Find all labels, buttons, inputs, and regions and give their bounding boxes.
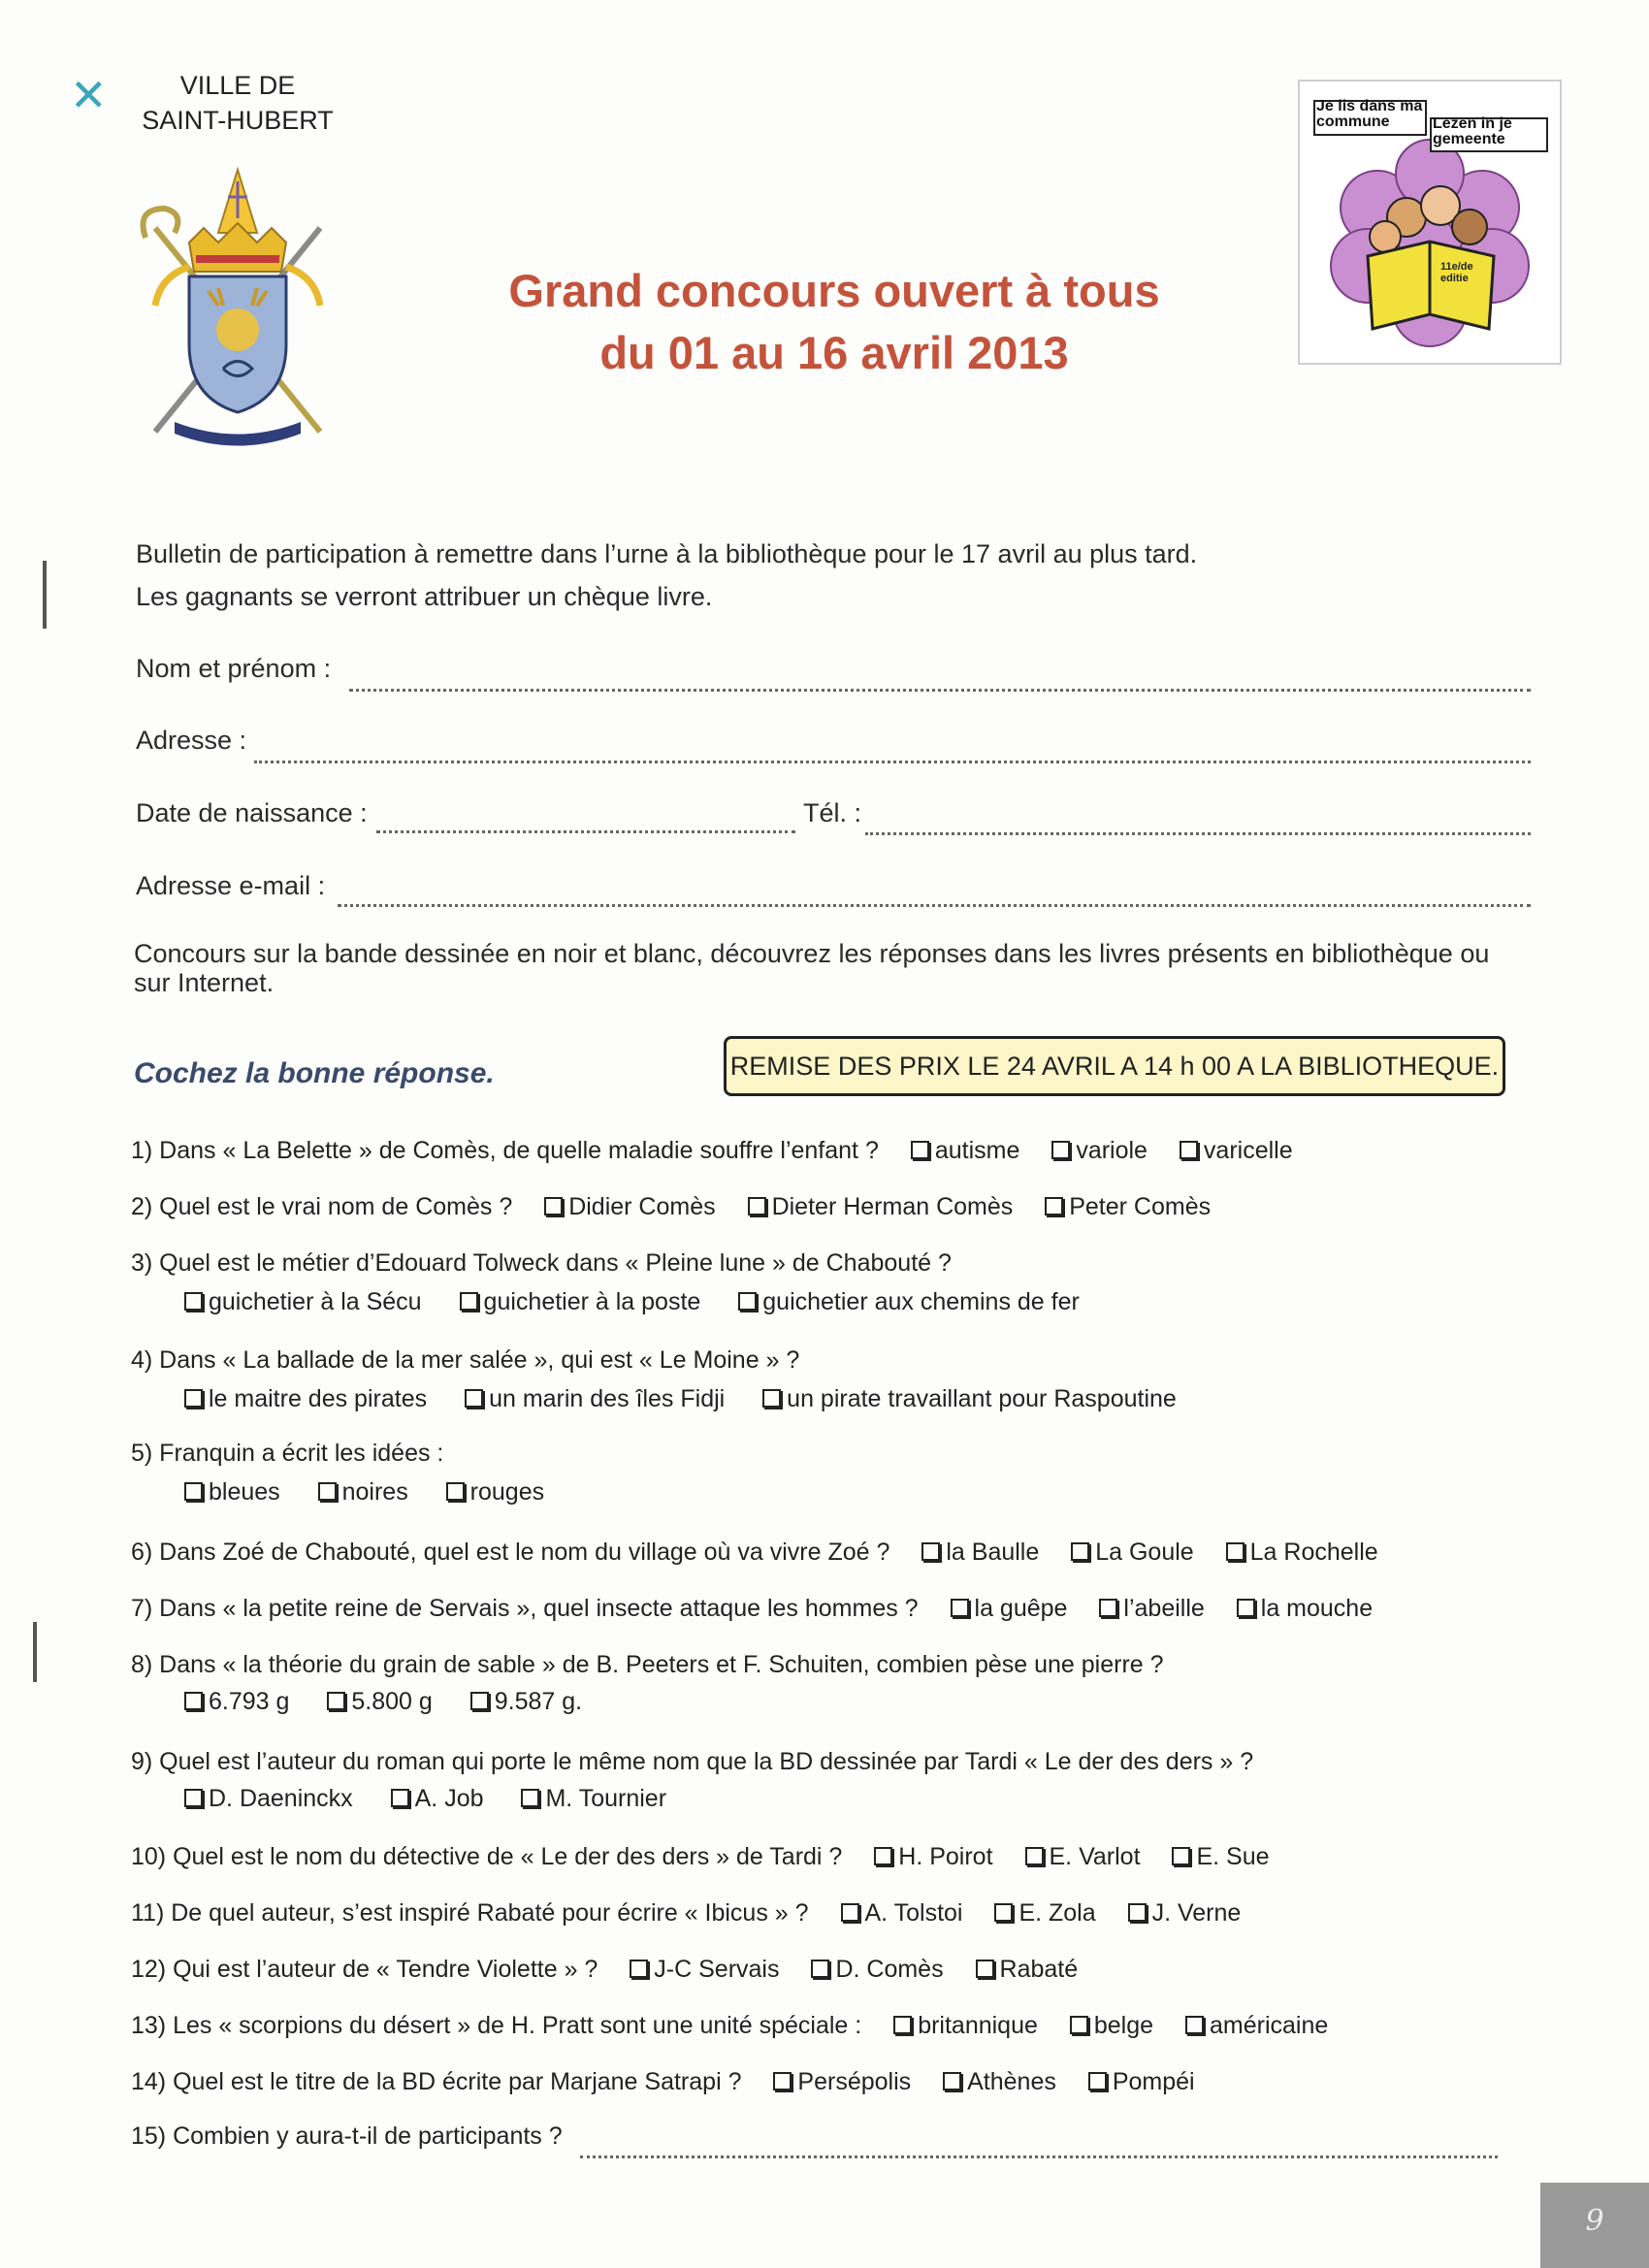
option-label: un marin des îles Fidji xyxy=(489,1385,726,1412)
checkbox-icon[interactable] xyxy=(951,1599,969,1617)
contest-title xyxy=(407,260,1261,384)
checkbox-icon[interactable] xyxy=(1226,1542,1245,1561)
option-label: variole xyxy=(1076,1137,1148,1164)
logo-text-left: Je lis dans ma commune xyxy=(1316,99,1423,130)
option-label: A. Tolstoi xyxy=(864,1899,963,1927)
option-label: J-C Servais xyxy=(654,1956,780,1983)
checkbox-icon[interactable] xyxy=(630,1960,648,1978)
checkbox-icon[interactable] xyxy=(1172,1847,1190,1865)
contest-description-line-1: Concours sur la bande dessinée en noir et blanc, découvrez les réponses dans les livres présents en bibliothèque ou xyxy=(134,939,1490,968)
option-label: 6.793 g xyxy=(209,1688,290,1715)
checkbox-icon[interactable] xyxy=(1071,1542,1089,1561)
instruction-heading: Cochez la bonne réponse. xyxy=(134,1057,495,1089)
q13-option-2[interactable] xyxy=(1070,2012,1153,2039)
contest-description-line-2: sur Internet. xyxy=(134,968,275,997)
q14-option-3[interactable] xyxy=(1088,2068,1195,2095)
option-label: rouges xyxy=(469,1478,545,1506)
option-label: américaine xyxy=(1209,2012,1329,2039)
option-label: autisme xyxy=(934,1137,1020,1164)
checkbox-icon[interactable] xyxy=(391,1789,409,1807)
question-1-text: 1) Dans « La Belette » de Comès, de quelle maladie souffre l’enfant ? xyxy=(131,1137,879,1164)
question-11-text: 11) De quel auteur, s’est inspiré Rabaté pour écrire « Ibicus » ? xyxy=(131,1899,809,1927)
birth-date-label: Date de naissance : xyxy=(136,798,368,827)
q12-option-2[interactable] xyxy=(811,1956,943,1983)
option-label: varicelle xyxy=(1203,1137,1293,1164)
checkbox-icon[interactable] xyxy=(943,2072,961,2090)
checkbox-icon[interactable] xyxy=(1070,2016,1088,2034)
participants-answer-field[interactable] xyxy=(580,2155,1498,2158)
question-13 xyxy=(131,2012,1328,2040)
question-6-text: 6) Dans Zoé de Chabouté, quel est le nom du village où va vivre Zoé ? xyxy=(131,1539,890,1566)
q2-option-1[interactable] xyxy=(544,1193,715,1220)
option-label: Rabaté xyxy=(999,1956,1079,1983)
checkbox-icon[interactable] xyxy=(911,1141,929,1159)
q6-option-3[interactable] xyxy=(1226,1539,1378,1566)
checkbox-icon[interactable] xyxy=(1045,1197,1063,1215)
option-label: guichetier à la poste xyxy=(483,1288,701,1315)
binding-mark xyxy=(43,561,47,629)
name-field[interactable] xyxy=(349,689,1531,692)
question-8 xyxy=(131,1651,1164,1679)
checkbox-icon[interactable] xyxy=(446,1482,465,1501)
question-8-text: 8) Dans « la théorie du grain de sable » de B. Peeters et F. Schuiten, combien pèse une pierre ? xyxy=(131,1651,1164,1678)
email-label: Adresse e-mail : xyxy=(136,871,326,900)
option-label: Peter Comès xyxy=(1069,1193,1212,1220)
option-label: la Baulle xyxy=(946,1539,1040,1566)
checkbox-icon[interactable] xyxy=(976,1960,994,1978)
q14-option-2[interactable] xyxy=(943,2068,1056,2095)
option-label: le maitre des pirates xyxy=(209,1385,428,1412)
option-label: belge xyxy=(1093,2012,1154,2039)
page-number: 9 xyxy=(1540,2183,1649,2268)
option-label: guichetier à la Sécu xyxy=(209,1288,422,1315)
option-label: 5.800 g xyxy=(351,1688,433,1715)
q12-option-1[interactable] xyxy=(630,1956,779,1983)
q10-option-3[interactable] xyxy=(1172,1843,1269,1870)
q3-option-1[interactable] xyxy=(184,1288,422,1315)
option-label: E. Zola xyxy=(1018,1899,1096,1927)
city-line-2: SAINT-HUBERT xyxy=(142,106,334,135)
checkbox-icon[interactable] xyxy=(1185,2016,1204,2034)
address-label: Adresse : xyxy=(136,726,247,755)
question-14-text: 14) Quel est le titre de la BD écrite par Marjane Satrapi ? xyxy=(131,2068,742,2095)
prize-notice-box: REMISE DES PRIX LE 24 AVRIL A 14 h 00 A LA BIBLIOTHEQUE. xyxy=(724,1036,1505,1096)
checkbox-icon[interactable] xyxy=(327,1692,345,1710)
checkbox-icon[interactable] xyxy=(994,1903,1013,1922)
q2-option-2[interactable] xyxy=(748,1193,1014,1220)
option-label: La Goule xyxy=(1095,1539,1194,1566)
coat-of-arms-icon xyxy=(136,160,340,451)
checkbox-icon[interactable] xyxy=(1088,2072,1107,2090)
option-label: J. Verne xyxy=(1151,1899,1242,1927)
question-15 xyxy=(131,2122,563,2151)
q5-option-3[interactable] xyxy=(446,1478,544,1506)
q5-option-1[interactable] xyxy=(184,1478,280,1506)
checkbox-icon[interactable] xyxy=(1237,1599,1255,1617)
option-label: E. Varlot xyxy=(1049,1843,1141,1870)
option-label: Didier Comès xyxy=(568,1193,716,1220)
option-label: D. Comès xyxy=(835,1956,944,1983)
question-9 xyxy=(131,1748,1253,1776)
question-12-text: 12) Qui est l’auteur de « Tendre Violette » ? xyxy=(131,1956,598,1983)
q3-option-3[interactable] xyxy=(738,1288,1080,1315)
phone-label: Tél. : xyxy=(803,798,862,827)
q14-option-1[interactable] xyxy=(773,2068,911,2095)
question-7 xyxy=(131,1595,1373,1623)
checkbox-icon[interactable] xyxy=(521,1789,539,1807)
q1-option-2[interactable] xyxy=(1051,1137,1148,1164)
q5-option-2[interactable] xyxy=(318,1478,408,1506)
q4-option-2[interactable] xyxy=(465,1385,725,1412)
question-15-text: 15) Combien y aura-t-il de participants ? xyxy=(131,2122,563,2150)
question-2-text: 2) Quel est le vrai nom de Comès ? xyxy=(131,1193,513,1220)
q7-option-3[interactable] xyxy=(1237,1595,1373,1622)
phone-field[interactable] xyxy=(865,832,1531,835)
title-line-1: Grand concours ouvert à tous xyxy=(508,265,1160,316)
binding-mark xyxy=(33,1622,37,1682)
option-label: noires xyxy=(341,1478,408,1506)
question-7-text: 7) Dans « la petite reine de Servais », quel insecte attaque les hommes ? xyxy=(131,1595,919,1622)
logo-book-label: 11e/de editie xyxy=(1440,261,1473,284)
question-9-text: 9) Quel est l’auteur du roman qui porte le même nom que la BD dessinée par Tardi « Le der des ders » ? xyxy=(131,1748,1254,1775)
q1-option-3[interactable] xyxy=(1180,1137,1293,1164)
question-9-options xyxy=(184,1785,697,1813)
q11-option-2[interactable] xyxy=(994,1899,1095,1927)
checkbox-icon[interactable] xyxy=(318,1482,337,1501)
q9-option-3[interactable] xyxy=(521,1785,666,1812)
title-line-2: du 01 au 16 avril 2013 xyxy=(599,327,1069,378)
question-3 xyxy=(131,1249,952,1278)
q7-option-2[interactable] xyxy=(1099,1595,1204,1622)
logo-text-right: Lezen in je gemeente xyxy=(1433,116,1512,147)
q9-option-2[interactable] xyxy=(391,1785,484,1812)
q9-option-1[interactable] xyxy=(184,1785,353,1812)
question-5-text: 5) Franquin a écrit les idées : xyxy=(131,1440,444,1467)
checkbox-icon[interactable] xyxy=(773,2072,792,2090)
question-14 xyxy=(131,2068,1195,2096)
option-label: H. Poirot xyxy=(898,1843,993,1870)
question-4 xyxy=(131,1346,799,1375)
checkbox-icon[interactable] xyxy=(874,1847,892,1865)
option-label: D. Daeninckx xyxy=(209,1785,353,1812)
checkbox-icon[interactable] xyxy=(1025,1847,1044,1865)
q4-option-1[interactable] xyxy=(184,1385,427,1412)
q11-option-1[interactable] xyxy=(841,1899,963,1927)
city-name xyxy=(126,68,349,138)
option-label: Athènes xyxy=(967,2068,1056,2095)
question-2 xyxy=(131,1193,1211,1221)
option-label: La Rochelle xyxy=(1249,1539,1378,1566)
question-10 xyxy=(131,1843,1270,1871)
checkbox-icon[interactable] xyxy=(460,1292,478,1311)
question-4-text: 4) Dans « La ballade de la mer salée », qui est « Le Moine » ? xyxy=(131,1346,800,1374)
checkbox-icon[interactable] xyxy=(465,1389,483,1408)
intro-line-1: Bulletin de participation à remettre dans l’urne à la bibliothèque pour le 17 avril au plus tard. xyxy=(136,539,1198,568)
q3-option-2[interactable] xyxy=(460,1288,701,1315)
q6-option-2[interactable] xyxy=(1071,1539,1193,1566)
q8-option-2[interactable] xyxy=(327,1688,432,1715)
question-8-options xyxy=(184,1688,613,1716)
q10-option-2[interactable] xyxy=(1025,1843,1141,1870)
question-10-text: 10) Quel est le nom du détective de « Le der des ders » de Tardi ? xyxy=(131,1843,843,1870)
option-label: M. Tournier xyxy=(545,1785,667,1812)
checkbox-icon[interactable] xyxy=(748,1197,766,1215)
question-12 xyxy=(131,1956,1078,1984)
q12-option-3[interactable] xyxy=(976,1956,1079,1983)
checkbox-icon[interactable] xyxy=(184,1389,203,1408)
question-3-text: 3) Quel est le métier d’Edouard Tolweck dans « Pleine lune » de Chabouté ? xyxy=(131,1249,952,1277)
email-field[interactable] xyxy=(338,904,1531,907)
option-label: 9.587 g. xyxy=(494,1688,583,1715)
option-label: E. Sue xyxy=(1196,1843,1270,1870)
option-label: Pompéi xyxy=(1112,2068,1195,2095)
checkbox-icon[interactable] xyxy=(1051,1141,1070,1159)
checkbox-icon[interactable] xyxy=(841,1903,859,1922)
cross-mark-icon: ✕ xyxy=(70,70,108,120)
option-label: Persépolis xyxy=(797,2068,912,2095)
q8-option-1[interactable] xyxy=(184,1688,289,1715)
question-6 xyxy=(131,1539,1378,1567)
checkbox-icon[interactable] xyxy=(893,2016,912,2034)
name-label: Nom et prénom : xyxy=(136,654,332,683)
q6-option-1[interactable] xyxy=(922,1539,1039,1566)
checkbox-icon[interactable] xyxy=(184,1789,203,1807)
checkbox-icon[interactable] xyxy=(184,1482,203,1501)
question-4-options xyxy=(184,1385,1208,1413)
q13-option-1[interactable] xyxy=(893,2012,1038,2039)
question-5 xyxy=(131,1440,443,1468)
option-label: un pirate travaillant pour Raspoutine xyxy=(787,1385,1177,1412)
birth-date-field[interactable] xyxy=(376,830,795,833)
checkbox-icon[interactable] xyxy=(738,1292,757,1311)
question-1 xyxy=(131,1137,1293,1165)
option-label: Dieter Herman Comès xyxy=(771,1193,1014,1220)
option-label: l’abeille xyxy=(1123,1595,1205,1622)
q4-option-3[interactable] xyxy=(762,1385,1177,1412)
city-line-1: VILLE DE xyxy=(179,71,296,100)
option-label: britannique xyxy=(918,2012,1038,2039)
checkbox-icon[interactable] xyxy=(184,1292,203,1311)
checkbox-icon[interactable] xyxy=(922,1542,940,1561)
checkbox-icon[interactable] xyxy=(762,1389,781,1408)
reading-logo-icon xyxy=(1300,81,1560,363)
q8-option-3[interactable] xyxy=(470,1688,582,1715)
q2-option-3[interactable] xyxy=(1045,1193,1211,1220)
checkbox-icon[interactable] xyxy=(1180,1141,1198,1159)
checkbox-icon[interactable] xyxy=(811,1960,829,1978)
option-label: bleues xyxy=(209,1478,280,1506)
checkbox-icon[interactable] xyxy=(1128,1903,1147,1922)
option-label: guichetier aux chemins de fer xyxy=(762,1288,1080,1315)
option-label: A. Job xyxy=(414,1785,484,1812)
checkbox-icon[interactable] xyxy=(470,1692,489,1710)
q10-option-1[interactable] xyxy=(874,1843,992,1870)
question-13-text: 13) Les « scorpions du désert » de H. Pratt sont une unité spéciale : xyxy=(131,2012,862,2039)
intro-line-2: Les gagnants se verront attribuer un chèque livre. xyxy=(136,582,713,611)
question-3-options xyxy=(184,1288,1111,1316)
checkbox-icon[interactable] xyxy=(1099,1599,1117,1617)
q1-option-1[interactable] xyxy=(911,1137,1020,1164)
question-11 xyxy=(131,1899,1241,1928)
reading-campaign-logo xyxy=(1298,80,1562,365)
q13-option-3[interactable] xyxy=(1185,2012,1328,2039)
checkbox-icon[interactable] xyxy=(184,1692,203,1710)
question-5-options xyxy=(184,1478,575,1507)
q7-option-1[interactable] xyxy=(951,1595,1068,1622)
option-label: la guêpe xyxy=(974,1595,1068,1622)
address-field[interactable] xyxy=(254,761,1531,763)
q11-option-3[interactable] xyxy=(1128,1899,1242,1927)
checkbox-icon[interactable] xyxy=(544,1197,563,1215)
option-label: la mouche xyxy=(1260,1595,1374,1622)
